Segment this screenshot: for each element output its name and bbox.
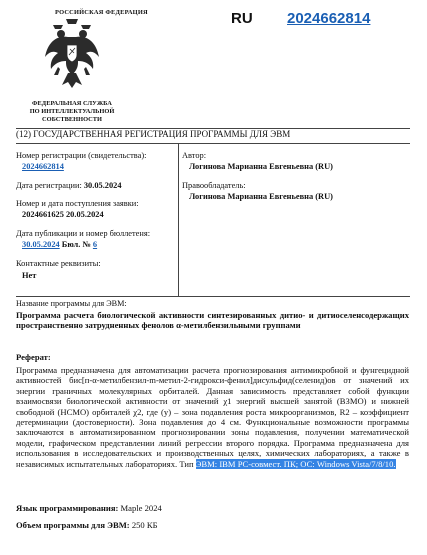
reg-number-label: Номер регистрации (свидетельства):: [16, 151, 147, 160]
publication-date-link[interactable]: 30.05.2024: [22, 240, 60, 249]
contacts-label: Контактные реквизиты:: [16, 259, 101, 268]
divider: [16, 296, 410, 297]
publication-label: Дата публикации и номер бюллетеня:: [16, 229, 151, 238]
country-name: РОССИЙСКАЯ ФЕДЕРАЦИЯ: [55, 9, 148, 16]
volume-value: 250 КБ: [131, 520, 158, 530]
language-value: Maple 2024: [120, 503, 162, 513]
service-line-2: ПО ИНТЕЛЛЕКТУАЛЬНОЙ СОБСТВЕННОСТИ: [29, 108, 115, 123]
reg-date-row: [16, 181, 122, 190]
publication-row: [22, 240, 97, 249]
volume-row: [16, 520, 158, 530]
volume-label: Объем программы для ЭВМ:: [16, 520, 130, 530]
reg-number-link[interactable]: 2024662814: [22, 162, 64, 171]
holder-label: Правообладатель:: [182, 181, 246, 190]
abstract-highlighted-text: ЭВМ: IBM PC-совмест. ПК; ОС: Windows Vista/7/8/10.: [195, 458, 396, 469]
application-value: 2024661625 20.05.2024: [22, 210, 104, 219]
reg-date-value: 30.05.2024: [83, 181, 122, 190]
contacts-value: Нет: [22, 271, 37, 280]
column-divider: [178, 143, 179, 296]
author-label: Автор:: [182, 151, 207, 160]
language-row: [16, 503, 162, 513]
registration-number-link[interactable]: 2024662814: [287, 10, 371, 27]
abstract-text: [16, 365, 409, 469]
divider: [16, 143, 410, 144]
service-line-1: ФЕДЕРАЛЬНАЯ СЛУЖБА: [32, 100, 112, 107]
author-value: Логинова Марианна Евгеньевна (RU): [189, 162, 333, 171]
bulletin-label: Бюл. №: [61, 240, 91, 249]
program-name-value: Программа расчета биологической активности синтезированных дитио- и дитиоселенсодержащих пространственно затрудненных фенолов α-метилбензильными группами: [16, 310, 409, 331]
language-label: Язык программирования:: [16, 503, 119, 513]
document-kind-title: (12) ГОСУДАРСТВЕННАЯ РЕГИСТРАЦИЯ ПРОГРАММЫ ДЛЯ ЭВМ: [16, 129, 291, 139]
abstract-label: Реферат:: [16, 352, 51, 362]
coat-of-arms-emblem: [44, 17, 100, 91]
country-code: RU: [231, 10, 253, 27]
program-name-label: Название программы для ЭВМ:: [16, 299, 127, 308]
service-name: [2, 100, 142, 124]
abstract-main-text: Программа предназначена для автоматизации расчета прогнозирования антимикробной и фунгецидной активностей бис[п-α-метилбензил-m-метил-2-гидрокси-фенил]дисульфид(селенид)ов от значений их энергии граничных молекулярных орбиталей. Данная зависимость представляет собой функции взаимосвязи биологической активности от значений χ1 энергий высшей занятой (ВЗМО) и нижней свободной (НСМО) орбиталей χ2, где (у) – зона подавления роста микроорганизмов, R2 – коэффициент детерминации (достоверности). Зона подавления до 4 см. Функциональные возможности программы заключаются в автоматизированном прогнозировании зоны подавления, получении математической модели, графическом представлении линий регрессии второго порядка. Программа предназначена для использования в исследовательских и производственных целях, химических лабораториях, а также в независимых испытательных лабораториях. Тип: [16, 365, 409, 469]
application-label: Номер и дата поступления заявки:: [16, 199, 139, 208]
reg-date-label: Дата регистрации:: [16, 181, 82, 190]
holder-value: Логинова Марианна Евгеньевна (RU): [189, 192, 333, 201]
bulletin-number-link[interactable]: 6: [92, 240, 98, 249]
